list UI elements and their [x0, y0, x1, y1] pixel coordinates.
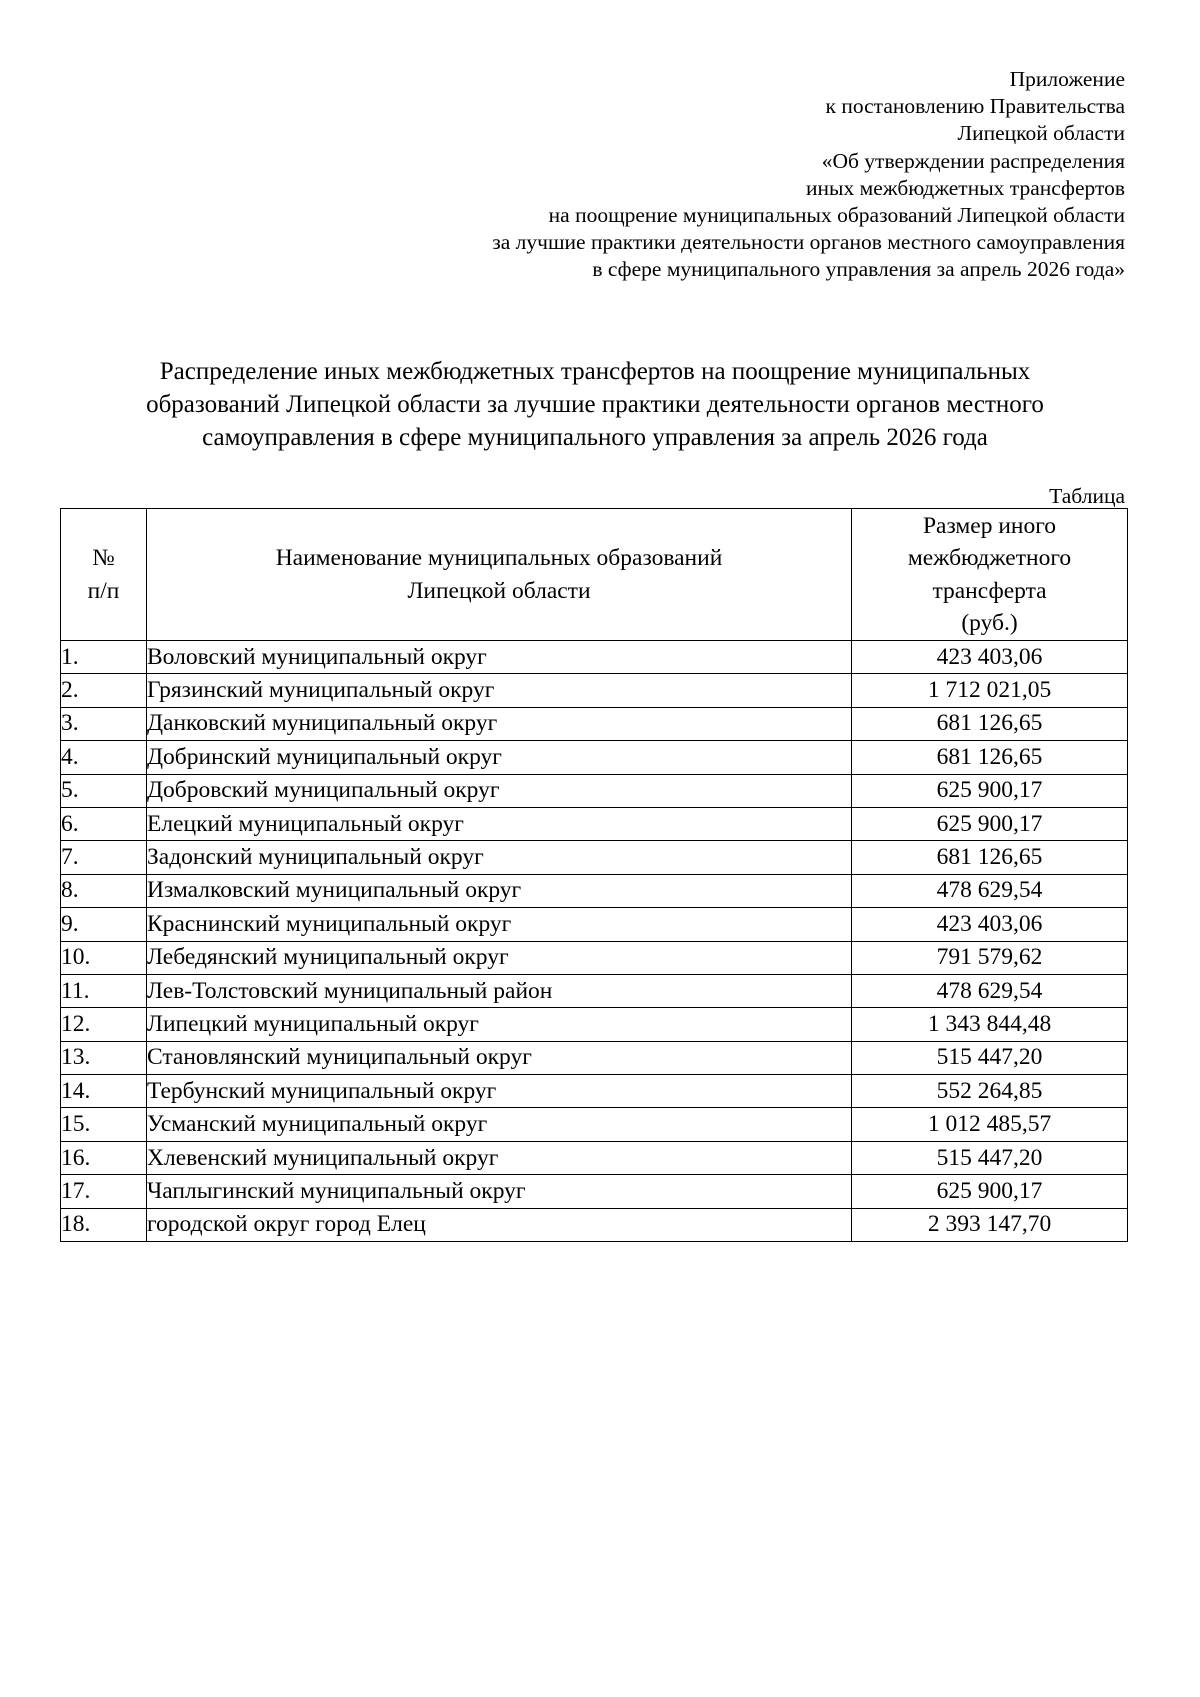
- appendix-line: Липецкой области: [957, 121, 1125, 146]
- table-row: [61, 641, 1128, 674]
- municipality-name: Чаплыгинский муниципальный округ: [147, 1175, 852, 1208]
- appendix-line: к постановлению Правительства: [825, 94, 1125, 119]
- table-row: [61, 807, 1128, 840]
- table-row: [61, 1108, 1128, 1141]
- header-amount-line: (руб.): [961, 610, 1018, 636]
- table-row: [61, 1141, 1128, 1174]
- table-row: [61, 1008, 1128, 1041]
- table-row: [61, 741, 1128, 774]
- municipality-name: Лебедянский муниципальный округ: [147, 941, 852, 974]
- transfer-amount: 423 403,06: [852, 641, 1128, 674]
- header-amount-line: Размер иного: [922, 512, 1057, 539]
- table-row: [61, 674, 1128, 707]
- table-row: [61, 841, 1128, 874]
- municipality-name: Тербунский муниципальный округ: [147, 1075, 852, 1108]
- municipality-name: Данковский муниципальный округ: [147, 707, 852, 740]
- transfer-amount: 423 403,06: [852, 908, 1128, 941]
- header-name-line: Липецкой области: [407, 577, 591, 604]
- header-number: [61, 509, 147, 641]
- row-number: 10.: [61, 941, 147, 974]
- document-title-line: самоуправления в сфере муниципального управления за апрель 2026 года: [202, 424, 988, 451]
- table-row: [61, 1075, 1128, 1108]
- row-number: 16.: [61, 1141, 147, 1174]
- transfer-amount: 1 012 485,57: [852, 1108, 1128, 1141]
- row-number: 18.: [61, 1208, 147, 1241]
- row-number: 15.: [61, 1108, 147, 1141]
- transfer-amount: 625 900,17: [852, 807, 1128, 840]
- transfer-amount: 1 712 021,05: [852, 674, 1128, 707]
- transfer-amount: 625 900,17: [852, 1175, 1128, 1208]
- transfer-amount: 681 126,65: [852, 841, 1128, 874]
- appendix-line: за лучшие практики деятельности органов местного самоуправления: [492, 230, 1125, 255]
- transfer-amount: 681 126,65: [852, 707, 1128, 740]
- municipality-name: Липецкий муниципальный округ: [147, 1008, 852, 1041]
- municipality-name: Становлянский муниципальный округ: [147, 1041, 852, 1074]
- row-number: 1.: [61, 641, 147, 674]
- row-number: 14.: [61, 1075, 147, 1108]
- transfer-amount: 515 447,20: [852, 1041, 1128, 1074]
- municipality-name: Елецкий муниципальный округ: [147, 807, 852, 840]
- row-number: 7.: [61, 841, 147, 874]
- appendix-line: «Об утверждении распределения: [821, 148, 1125, 173]
- row-number: 2.: [61, 674, 147, 707]
- table-row: [61, 874, 1128, 907]
- municipality-name: Измалковский муниципальный округ: [147, 874, 852, 907]
- table-header-row: [61, 509, 1128, 641]
- appendix-line: иных межбюджетных трансфертов: [806, 175, 1125, 200]
- row-number: 4.: [61, 741, 147, 774]
- document-title-line: образований Липецкой области за лучшие практики деятельности органов местного: [146, 391, 1044, 418]
- row-number: 17.: [61, 1175, 147, 1208]
- appendix-line: в сфере муниципального управления за апрель 2026 года»: [592, 257, 1125, 282]
- header-amount-line: межбюджетного: [907, 545, 1072, 571]
- row-number: 9.: [61, 908, 147, 941]
- table-caption: Таблица: [1049, 484, 1125, 508]
- row-number: 5.: [61, 774, 147, 807]
- table-row: [61, 774, 1128, 807]
- transfer-amount: 681 126,65: [852, 741, 1128, 774]
- header-amount-line: трансферта: [932, 577, 1047, 604]
- header-municipality-name: [147, 509, 852, 641]
- transfer-amount: 791 579,62: [852, 941, 1128, 974]
- municipality-name: Воловский муниципальный округ: [147, 641, 852, 674]
- row-number: 13.: [61, 1041, 147, 1074]
- municipality-name: Задонский муниципальный округ: [147, 841, 852, 874]
- document-title-line: Распределение иных межбюджетных трансфертов на поощрение муниципальных: [159, 358, 1031, 385]
- row-number: 11.: [61, 974, 147, 1007]
- table-row: [61, 1208, 1128, 1241]
- municipality-name: Грязинский муниципальный округ: [147, 674, 852, 707]
- table-row: [61, 941, 1128, 974]
- header-number-line: п/п: [87, 577, 120, 604]
- table-row: [61, 908, 1128, 941]
- municipality-name: городской округ город Елец: [147, 1208, 852, 1241]
- document-title: [60, 355, 1130, 454]
- transfer-amount: 1 343 844,48: [852, 1008, 1128, 1041]
- table-row: [61, 1175, 1128, 1208]
- table-row: [61, 1041, 1128, 1074]
- municipality-name: Усманский муниципальный округ: [147, 1108, 852, 1141]
- distribution-table: [60, 508, 1128, 1242]
- table-row: [61, 974, 1128, 1007]
- header-number-line: №: [92, 544, 115, 571]
- municipality-name: Краснинский муниципальный округ: [147, 908, 852, 941]
- header-name-line: Наименование муниципальных образований: [275, 545, 723, 571]
- row-number: 3.: [61, 707, 147, 740]
- header-transfer-amount: [852, 509, 1128, 641]
- transfer-amount: 2 393 147,70: [852, 1208, 1128, 1241]
- transfer-amount: 478 629,54: [852, 974, 1128, 1007]
- transfer-amount: 478 629,54: [852, 874, 1128, 907]
- row-number: 12.: [61, 1008, 147, 1041]
- municipality-name: Добровский муниципальный округ: [147, 774, 852, 807]
- appendix-line: на поощрение муниципальных образований Липецкой области: [548, 203, 1125, 228]
- row-number: 6.: [61, 807, 147, 840]
- municipality-name: Добринский муниципальный округ: [147, 741, 852, 774]
- row-number: 8.: [61, 874, 147, 907]
- appendix-line: Приложение: [1009, 67, 1125, 91]
- municipality-name: Хлевенский муниципальный округ: [147, 1141, 852, 1174]
- transfer-amount: 625 900,17: [852, 774, 1128, 807]
- transfer-amount: 515 447,20: [852, 1141, 1128, 1174]
- appendix-block: [365, 66, 1125, 284]
- table-body: [61, 641, 1128, 1242]
- table-row: [61, 707, 1128, 740]
- municipality-name: Лев-Толстовский муниципальный район: [147, 974, 852, 1007]
- transfer-amount: 552 264,85: [852, 1075, 1128, 1108]
